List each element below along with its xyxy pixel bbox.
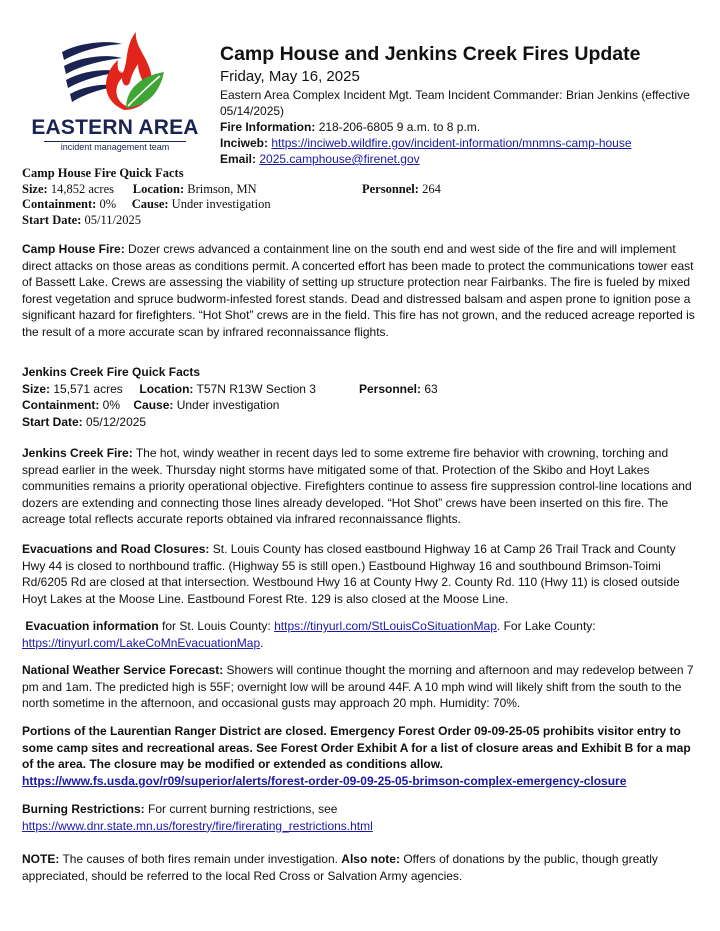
camp-para-text: Dozer crews advanced a containment line on the south end and west side of the fire and will implement direct attacks on those areas as conditions permit. A concerted effort has been made to protect the communications tower east of Bassett Lake. Crews are assessing the viability of setting up structure protection near Fairbanks. The fire is fueled by mixed forest vegetation and spruce budworm-infested forest stands. Dead and distressed balsam and aspen prone to ignition pose a significant hazard for firefighters. “Hot Shot” crews are in the field. This fire has not grown, and the reduced acreage reported is the result of a more accurate scan by infrared reconnaissance flights. — [22, 242, 695, 339]
jenkins-facts-row-3 — [22, 414, 702, 431]
jenkins-personnel — [359, 381, 438, 398]
inciweb-link[interactable]: https://inciweb.wildfire.gov/incident-information/mnmns-camp-house — [271, 136, 632, 150]
inciweb-label: Inciweb: — [220, 136, 269, 150]
camp-start-value: 05/11/2025 — [84, 212, 141, 227]
logo-subtitle: incident management team — [60, 142, 170, 152]
camp-containment-label: Containment: — [22, 197, 97, 211]
weather-para-label: National Weather Service Forecast: — [22, 663, 224, 677]
lake-county-map-link[interactable]: https://tinyurl.com/LakeCoMnEvacuationMap — [22, 635, 261, 650]
team-line: Eastern Area Complex Incident Mgt. Team Incident Commander: Brian Jenkins (effective 05/14/2025) — [220, 88, 690, 118]
note-text2: Offers of donations by the public, though greatly appreciated, should be referred to the local Red Cross or Salvation Army agencies. — [22, 852, 658, 883]
evacuations-paragraph — [22, 541, 702, 607]
camp-facts-row-3 — [22, 213, 702, 229]
note-text1: The causes of both fires remain under investigation. — [62, 852, 338, 866]
jenkins-facts-row-1 — [22, 381, 702, 398]
camp-cause-value: Under investigation — [171, 197, 271, 211]
jenkins-cause-value: Under investigation — [176, 398, 280, 412]
fire-info-label: Fire Information: — [220, 120, 316, 134]
inciweb-line — [220, 135, 710, 151]
email-line — [220, 151, 710, 167]
jenkins-cause-label: Cause: — [133, 398, 174, 412]
forest-order-link[interactable]: https://www.fs.usda.gov/r09/superior/alerts/forest-order-09-09-25-05-brimson-complex-emergency-closure — [22, 773, 627, 788]
weather-para-text: Showers will continue thought the morning and afternoon and may redevelop between 7 pm and 1am. The predicted high is 55F; overnight low will be around 44F. A 10 mph wind will likely shift from the south to the north sometime in the afternoon, and occasional gusts may approach 20 mph. Humidity: 70%. — [22, 663, 694, 711]
camp-facts-row-2 — [22, 197, 702, 213]
camp-location-label: Location: — [132, 181, 185, 196]
camp-personnel-value: 264 — [422, 181, 441, 196]
camp-start-label: Start Date: — [22, 212, 82, 227]
camp-location-value: Brimson, MN — [187, 181, 257, 196]
update-header — [220, 42, 710, 167]
camp-personnel — [362, 182, 441, 198]
jenkins-creek-paragraph — [22, 445, 702, 528]
jenkins-containment-label: Containment: — [22, 398, 100, 412]
evac-info-label: Evacuation information — [25, 619, 159, 633]
camp-house-quick-facts — [22, 166, 702, 228]
evac-para-label: Evacuations and Road Closures: — [22, 542, 210, 556]
evac-info-text3: . — [260, 635, 264, 650]
weather-forecast-paragraph — [22, 662, 702, 712]
burning-restrictions-link[interactable]: https://www.dnr.state.mn.us/forestry/fire/firerating_restrictions.html — [22, 818, 373, 833]
email-link[interactable]: 2025.camphouse@firenet.gov — [259, 152, 420, 166]
st-louis-map-link[interactable]: https://tinyurl.com/StLouisCoSituationMap — [274, 619, 497, 633]
eastern-area-logo — [30, 30, 200, 155]
evac-para-text: St. Louis County has closed eastbound Highway 16 at Camp 26 Trail Track and County Hwy 44 is closed to northbound traffic. (Highway 55 is still open.) Eastbound Highway 16 and southbound Brimson-Toimi Rd/6205 Rd are closed at that intersection. Westbound Hwy 16 at County Hwy 2. County Rd. 110 (Hwy 11) is closed outside Hoyt Lakes at the Moose Line. Eastbound Forest Rte. 129 is also closed at the Moose Line. — [22, 542, 680, 606]
jenkins-containment-value: 0% — [102, 398, 121, 412]
jenkins-personnel-label: Personnel: — [359, 381, 422, 396]
email-label: Email: — [220, 152, 257, 166]
logo-name: EASTERN AREA — [31, 116, 199, 139]
jenkins-facts-title: Jenkins Creek Fire Quick Facts — [22, 365, 201, 379]
jenkins-facts-row-2 — [22, 397, 702, 414]
burning-para-label: Burning Restrictions: — [22, 802, 145, 816]
burning-restrictions-paragraph — [22, 801, 702, 834]
flame-leaf-icon — [60, 30, 170, 114]
evacuation-info-paragraph — [22, 618, 702, 651]
page-title: Camp House and Jenkins Creek Fires Update — [220, 43, 641, 65]
evac-info-text1: for St. Louis County: — [162, 619, 271, 633]
camp-size-label: Size: — [22, 181, 48, 196]
camp-containment-value: 0% — [99, 197, 117, 211]
jenkins-location-value: T57N R13W Section 3 — [196, 381, 316, 396]
jenkins-size-value: 15,571 acres — [53, 381, 123, 396]
jenkins-location-label: Location: — [139, 381, 194, 396]
burning-para-text: For current burning restrictions, see — [148, 802, 338, 816]
jenkins-para-text: The hot, windy weather in recent days led to some extreme fire behavior with crowning, torching and spread earlier in the week. Thursday night storms have mitigated some of that. Protection of the Skibo and Hoyt Lakes communities remains a priority operational objective. Firefighters continue to assess fire suppression control-line locations and dozers are extending and connecting those lines already developed. “Hot Shot” crews have been inserted on this fire. The acreage total reflects accurate reports obtained via infrared reconnaissance flights. — [22, 446, 692, 527]
camp-size-value: 14,852 acres — [50, 181, 114, 196]
jenkins-creek-quick-facts — [22, 364, 702, 430]
jenkins-para-label: Jenkins Creek Fire: — [22, 446, 133, 460]
evac-info-text2: . For Lake County: — [496, 619, 596, 633]
camp-cause-label: Cause: — [131, 197, 169, 211]
jenkins-start-label: Start Date: — [22, 414, 83, 429]
fire-info-line — [220, 119, 710, 135]
note-label: NOTE: — [22, 852, 60, 866]
note-label2: Also note: — [341, 852, 400, 866]
camp-facts-row-1 — [22, 182, 702, 198]
camp-personnel-label: Personnel: — [362, 181, 419, 196]
jenkins-start-value: 05/12/2025 — [86, 414, 147, 429]
update-date: Friday, May 16, 2025 — [220, 68, 360, 85]
jenkins-personnel-value: 63 — [424, 381, 438, 396]
jenkins-size-label: Size: — [22, 381, 51, 396]
camp-house-paragraph — [22, 241, 702, 341]
forest-closure-paragraph — [22, 723, 702, 789]
camp-facts-title: Camp House Fire Quick Facts — [22, 166, 184, 180]
camp-para-label: Camp House Fire: — [22, 242, 125, 256]
fire-info-value: 218-206-6805 9 a.m. to 8 p.m. — [318, 120, 481, 134]
closure-para-text: Portions of the Laurentian Ranger District are closed. Emergency Forest Order 09-09-25-05 prohibits visitor entry to some camp sites and recreational areas. See Forest Order Exhibit A for a list of closure areas and Exhibit B for a map of the area. The closure may be modified or extended as conditions allow. — [22, 724, 691, 772]
note-paragraph — [22, 851, 702, 884]
